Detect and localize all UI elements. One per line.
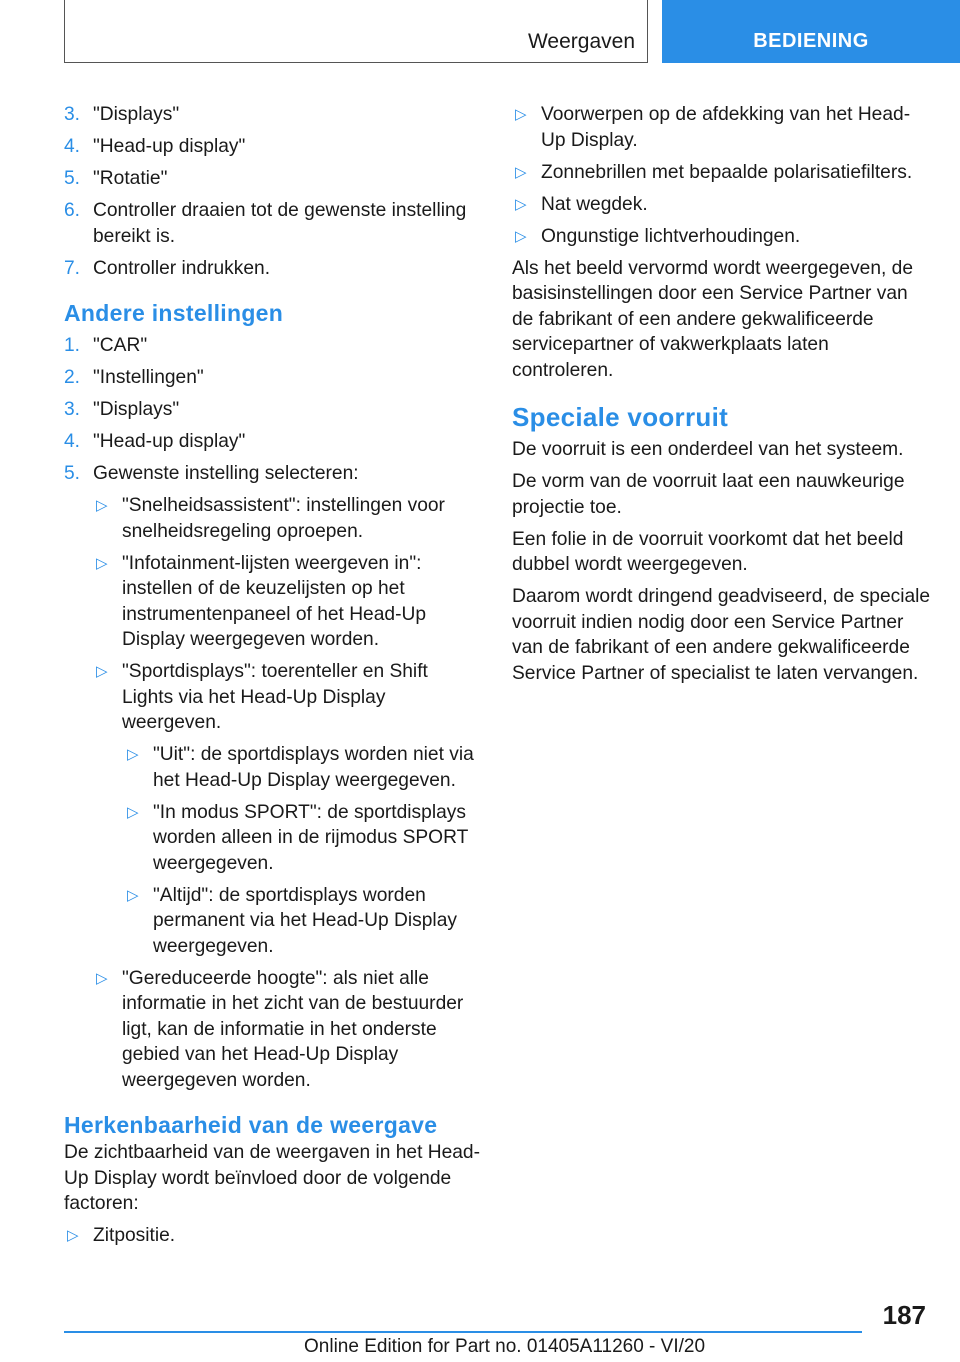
windshield-paragraph: Een folie in de voorruit voorkomt dat het beeld dubbel wordt weergegeven. — [512, 528, 904, 575]
step-number: 3. — [64, 399, 81, 420]
step-item — [64, 166, 484, 192]
option-item — [93, 551, 484, 653]
factor-item — [512, 224, 932, 250]
step-text: Gewenste instelling selecteren: — [93, 463, 359, 484]
triangle-bullet-icon: ▷ — [67, 1227, 79, 1244]
sub-option-text: "In modus SPORT": de sportdisplays worden alleen in de rijmodus SPORT weergegeven. — [153, 801, 468, 874]
sub-option-item — [122, 883, 484, 960]
triangle-bullet-icon: ▷ — [96, 497, 108, 514]
footer-edition: Online Edition for Part no. 01405A11260 - VI/20 — [304, 1336, 706, 1357]
step-item — [64, 461, 484, 487]
step-text: Controller draaien tot de gewenste instelling bereikt is. — [93, 200, 467, 247]
option-text: "Sportdisplays": toerenteller en Shift Lights via het Head-Up Display weergeven. — [122, 661, 428, 733]
heading-visibility: Herkenbaarheid van de weergave — [64, 1112, 438, 1138]
sub-option-text: "Uit": de sportdisplays worden niet via het Head-Up Display weergegeven. — [153, 744, 474, 791]
factor-text: Voorwerpen op de afdekking van het Head-Up Display. — [541, 104, 911, 151]
step-text: "Rotatie" — [93, 168, 168, 189]
factor-text: Ongunstige lichtverhoudingen. — [541, 225, 801, 247]
step-text: "CAR" — [93, 335, 148, 356]
distortion-paragraph: Als het beeld vervormd wordt weergegeven, de basisinstellingen door een Service Partner van de fabrikant of een andere gekwalificeerde servicepartner of vakwerkplaats laten controleren. — [512, 257, 914, 381]
step-number: 6. — [64, 200, 81, 221]
step-number: 4. — [64, 431, 81, 452]
factor-item — [512, 102, 932, 153]
step-item — [64, 102, 484, 128]
triangle-bullet-icon: ▷ — [515, 227, 527, 245]
windshield-paragraph: De voorruit is een onderdeel van het systeem. — [512, 439, 904, 460]
factor-text: Zonnebrillen met bepaalde polarisatiefilters. — [541, 161, 913, 183]
step-item — [64, 429, 484, 455]
factor-item — [512, 192, 932, 218]
step-text: "Head-up display" — [93, 431, 246, 452]
header-chapter-tab — [662, 0, 960, 63]
header-section-box — [64, 0, 648, 63]
step-item — [64, 134, 484, 160]
triangle-bullet-icon: ▷ — [127, 746, 139, 763]
step-text: "Instellingen" — [93, 367, 204, 388]
triangle-bullet-icon: ▷ — [127, 886, 139, 904]
sub-option-text: "Altijd": de sportdisplays worden permanent via het Head-Up Display weergegeven. — [153, 884, 457, 957]
windshield-paragraph: De vorm van de voorruit laat een nauwkeurige projectie toe. — [512, 471, 905, 518]
step-text: "Head-up display" — [93, 136, 246, 157]
right-column — [512, 102, 932, 693]
left-column — [64, 102, 484, 1255]
step-number: 5. — [64, 168, 81, 189]
factor-text: Zitpositie. — [93, 1225, 176, 1246]
option-item — [93, 493, 484, 544]
factor-text: Nat wegdek. — [541, 193, 648, 215]
step-text: Controller indrukken. — [93, 257, 271, 279]
factor-item — [64, 1223, 484, 1249]
option-text: "Infotainment-lijsten weergeven in": instellen of de keuzelijsten op het instrumentenpaneel of het Head-Up Display weergegeven worden. — [122, 552, 426, 650]
option-item — [93, 966, 484, 1094]
header-chapter-title: BEDIENING — [753, 30, 869, 52]
step-text: "Displays" — [93, 399, 180, 420]
step-number: 7. — [64, 257, 81, 279]
step-number: 4. — [64, 136, 81, 157]
step-number: 1. — [64, 335, 81, 356]
option-text: "Snelheidsassistent": instellingen voor snelheidsregeling oproepen. — [122, 495, 445, 542]
option-item — [93, 659, 484, 736]
step-item — [64, 365, 484, 391]
step-item — [64, 333, 484, 359]
triangle-bullet-icon: ▷ — [96, 554, 108, 572]
footer-divider — [64, 1331, 862, 1333]
step-number: 5. — [64, 463, 81, 484]
step-item — [64, 198, 484, 249]
option-text: "Gereduceerde hoogte": als niet alle informatie in het zicht van de bestuurder ligt, kan de informatie in het onderste gebied van het Head-Up Display weergegeven worden. — [122, 967, 464, 1091]
step-item — [64, 397, 484, 423]
triangle-bullet-icon: ▷ — [96, 663, 108, 680]
triangle-bullet-icon: ▷ — [127, 803, 139, 821]
step-text: "Displays" — [93, 104, 180, 125]
factor-item — [512, 160, 932, 186]
triangle-bullet-icon: ▷ — [515, 163, 527, 181]
triangle-bullet-icon: ▷ — [515, 106, 527, 123]
page-number: 187 — [882, 1300, 926, 1330]
triangle-bullet-icon: ▷ — [96, 969, 108, 987]
header-section-title: Weergaven — [527, 30, 635, 53]
sub-option-item — [122, 800, 484, 877]
triangle-bullet-icon: ▷ — [515, 195, 527, 213]
step-number: 3. — [64, 104, 81, 125]
heading-other-settings: Andere instellingen — [64, 300, 284, 326]
visibility-intro: De zichtbaarheid van de weergaven in het Head-Up Display wordt beïnvloed door de volgende factoren: — [64, 1142, 480, 1214]
step-item — [64, 256, 484, 282]
sub-option-item — [122, 742, 484, 793]
heading-special-windshield: Speciale voorruit — [512, 402, 729, 432]
step-number: 2. — [64, 367, 81, 388]
windshield-paragraph: Daarom wordt dringend geadviseerd, de speciale voorruit indien nodig door een Service Partner van de fabrikant of een andere gekwalificeerde Service Partner of specialist te laten vervangen. — [512, 586, 931, 684]
